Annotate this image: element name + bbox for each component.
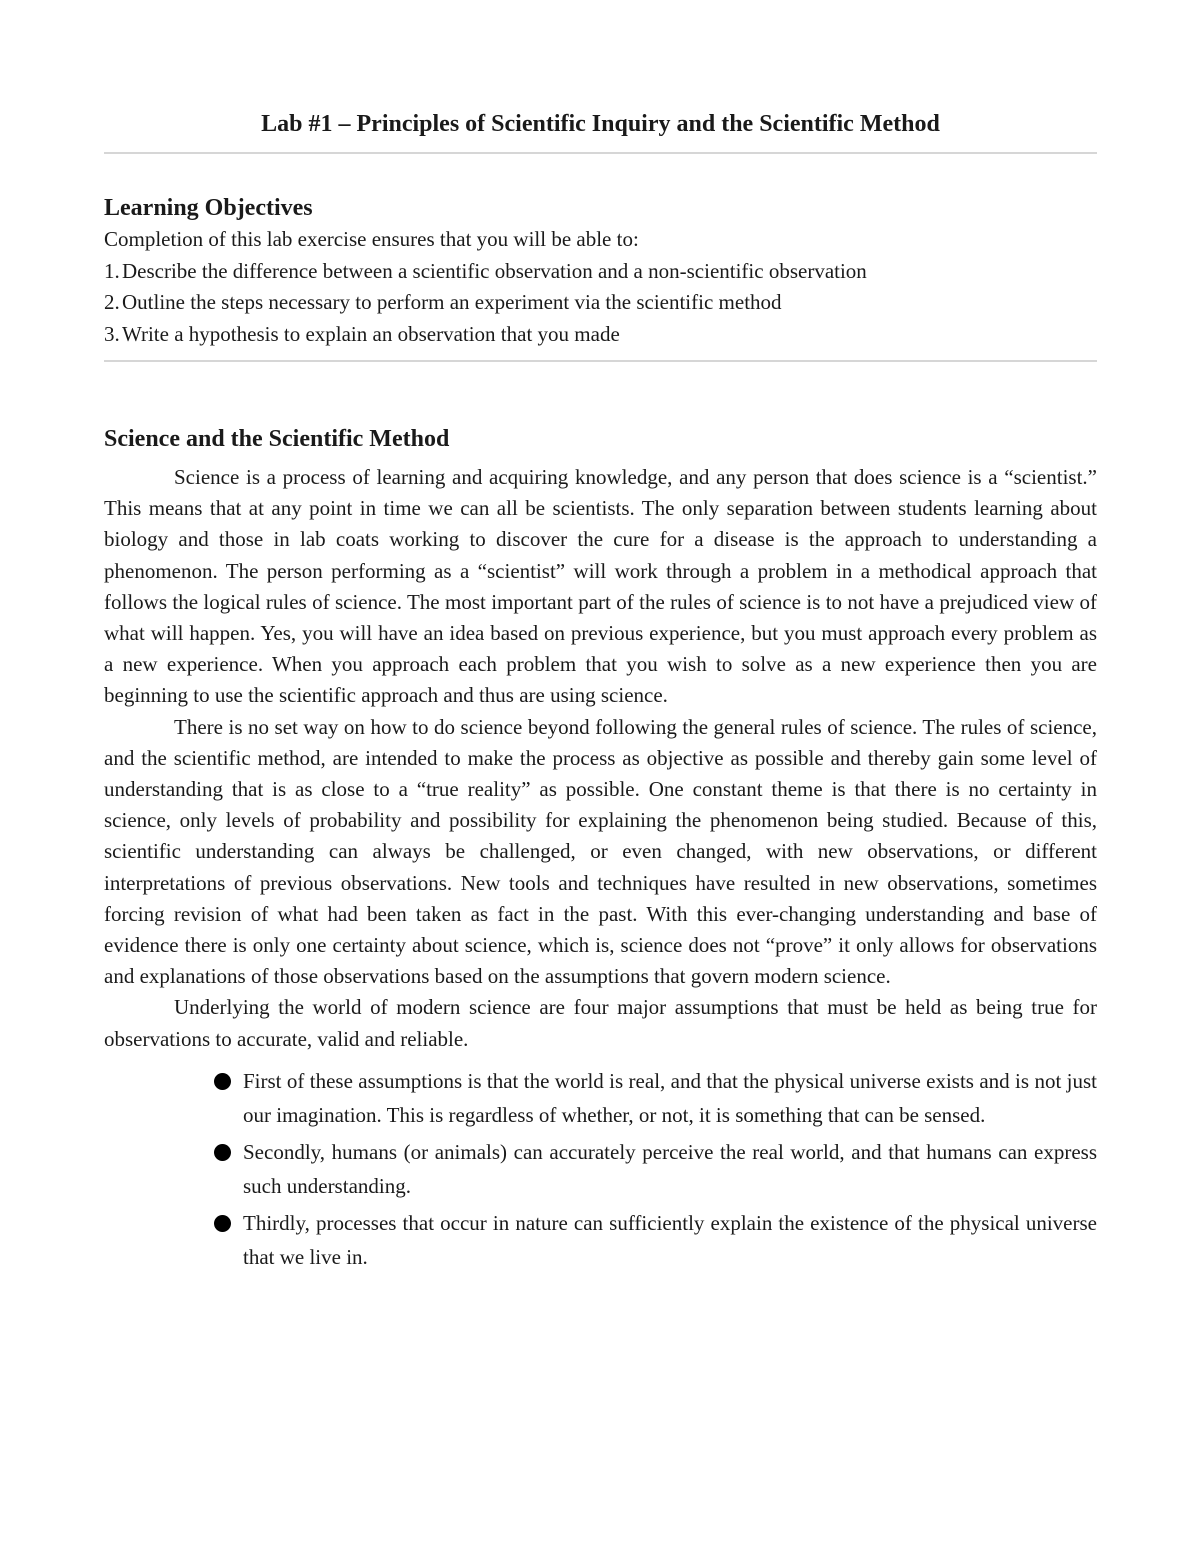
assumption-item — [211, 1064, 1097, 1132]
assumption-text: Secondly, humans (or animals) can accurately perceive the real world, and that humans can express such understanding. — [243, 1139, 1097, 1198]
body-paragraph: There is no set way on how to do science beyond following the general rules of science. The rules of science, and the scientific method, are intended to make the process as objective as possible and thereby gain some level of understanding that is as close to a “true reality” as possible. One constant theme is that there is no certainty in science, only levels of probability and possibility for explaining the phenomenon being studied. Because of this, scientific understanding can always be challenged, or even changed, with new observations, or different interpretations of previous observations. New tools and techniques have resulted in new observations, sometimes forcing revision of what had been taken as fact in the past. With this ever-changing understanding and base of evidence there is only one certainty about science, which is, science does not “prove” it only allows for observations and explanations of those observations based on the assumptions that govern modern science. — [104, 714, 1097, 989]
objective-text: Write a hypothesis to explain an observation that you made — [122, 321, 620, 346]
objective-number: 1. — [104, 258, 120, 283]
objectives-list — [104, 256, 1097, 351]
objective-text: Describe the difference between a scientific observation and a non-scientific observation — [122, 258, 867, 283]
objective-number: 3. — [104, 321, 120, 346]
assumption-text: Thirdly, processes that occur in nature can sufficiently explain the existence of the physical universe that we live in. — [243, 1210, 1097, 1269]
horizontal-divider — [104, 360, 1097, 362]
document-title: Lab #1 – Principles of Scientific Inquiry and the Scientific Method — [261, 111, 940, 137]
body-paragraph: Science is a process of learning and acquiring knowledge, and any person that does science is a “scientist.” This means that at any point in time we can all be scientists. The only separation between students learning about biology and those in lab coats working to discover the cure for a disease is the approach to understanding a phenomenon. The person performing as a “scientist” will work through a problem in a methodical approach that follows the logical rules of science. The most important part of the rules of science is to not have a prejudiced view of what will happen. Yes, you will have an idea based on previous experience, but you must approach every problem as a new experience. When you approach each problem that you wish to solve as a new experience then you are beginning to use the scientific approach and thus are using science. — [104, 465, 1097, 708]
objective-item — [104, 319, 1097, 351]
objective-number: 2. — [104, 290, 120, 314]
assumptions-list — [104, 1064, 1097, 1274]
assumption-text: First of these assumptions is that the world is real, and that the physical universe exists and is not just our imagination. This is regardless of whether, or not, it is something that can be sensed. — [243, 1068, 1097, 1127]
body-paragraph: Underlying the world of modern science are four major assumptions that must be held as being true for observations to accurate, valid and reliable. — [104, 995, 1097, 1051]
assumption-item — [211, 1206, 1097, 1274]
science-method-section — [104, 423, 1097, 1277]
objective-text: Outline the steps necessary to perform an experiment via the scientific method — [122, 290, 782, 314]
horizontal-divider — [104, 152, 1097, 154]
bullet-dot-icon — [214, 1073, 231, 1090]
objective-item — [104, 256, 1097, 288]
objectives-intro: Completion of this lab exercise ensures that you will be able to: — [104, 227, 639, 251]
learning-objectives-section — [104, 192, 1097, 350]
bullet-dot-icon — [214, 1215, 231, 1232]
bullet-dot-icon — [214, 1144, 231, 1161]
learning-objectives-heading: Learning Objectives — [104, 195, 313, 221]
objective-item — [104, 287, 1097, 319]
assumption-item — [211, 1135, 1097, 1203]
science-method-heading: Science and the Scientific Method — [104, 426, 450, 452]
